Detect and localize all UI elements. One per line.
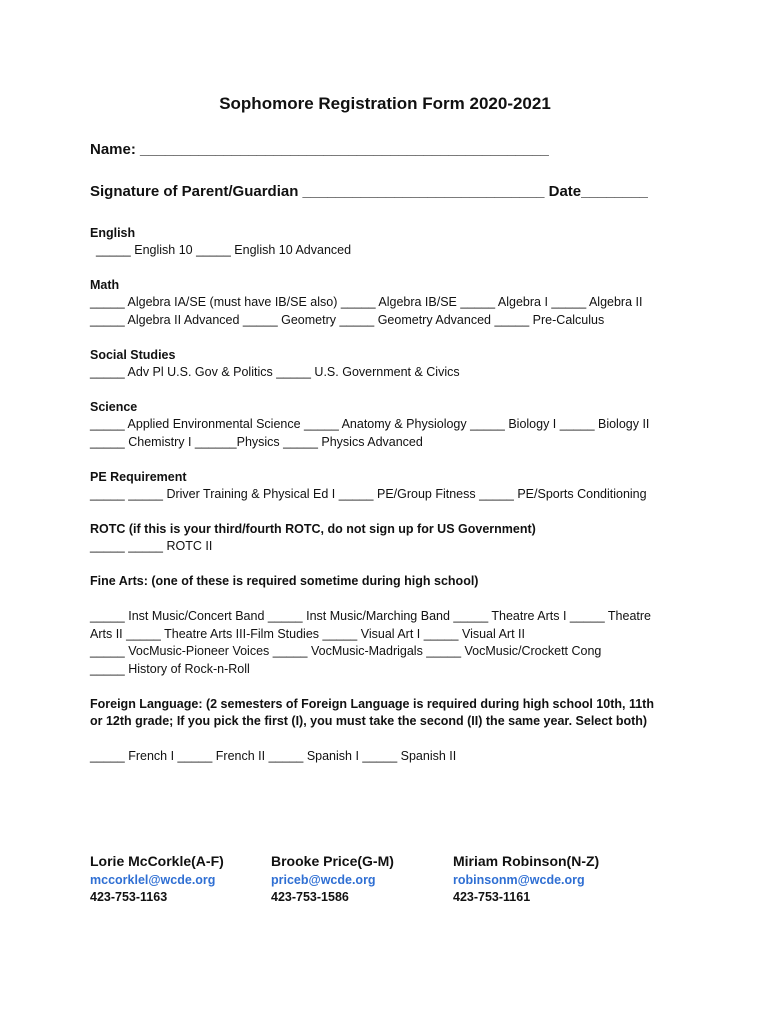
fine-arts-options-line-3[interactable]: _____ VocMusic-Pioneer Voices _____ VocMusic-Madrigals _____ VocMusic/Crockett Cong [90, 644, 602, 658]
contact-phone: 423-753-1163 [90, 890, 168, 904]
foreign-language-heading-line-1: Foreign Language: (2 semesters of Foreign Language is required during high school 10th, 11th [90, 697, 654, 711]
science-options-line-1[interactable]: _____ Applied Environmental Science _____ Anatomy & Physiology _____ Biology I _____ Biology II [90, 417, 650, 431]
contact-card [453, 853, 599, 904]
contact-name: Brooke Price(G-M) [271, 853, 394, 869]
foreign-language-heading-line-2: or 12th grade; If you pick the first (I), you must take the second (II) the same year. Select both) [90, 714, 648, 728]
social-studies-options[interactable]: _____ Adv Pl U.S. Gov & Politics _____ U.S. Government & Civics [90, 365, 460, 379]
contact-card [90, 853, 224, 904]
signature-field[interactable]: Signature of Parent/Guardian _____________________________ Date________ [90, 183, 648, 200]
page-title: Sophomore Registration Form 2020-2021 [219, 94, 551, 113]
contact-name: Miriam Robinson(N-Z) [453, 853, 600, 869]
pe-heading: PE Requirement [90, 470, 187, 484]
foreign-language-options[interactable]: _____ French I _____ French II _____ Spanish I _____ Spanish II [90, 749, 457, 763]
contact-name: Lorie McCorkle(A-F) [90, 853, 224, 869]
fine-arts-options-line-2[interactable]: Arts II _____ Theatre Arts III-Film Studies _____ Visual Art I _____ Visual Art II [90, 627, 525, 641]
social-studies-heading: Social Studies [90, 348, 176, 362]
contact-phone: 423-753-1586 [271, 890, 349, 904]
science-options-line-2[interactable]: _____ Chemistry I ______Physics _____ Physics Advanced [90, 435, 423, 449]
pe-options[interactable]: _____ _____ Driver Training & Physical Ed I _____ PE/Group Fitness _____ PE/Sports Conditioning [90, 487, 647, 501]
fine-arts-heading: Fine Arts: (one of these is required sometime during high school) [90, 574, 479, 588]
math-options-line-2[interactable]: _____ Algebra II Advanced _____ Geometry _____ Geometry Advanced _____ Pre-Calculus [90, 313, 605, 327]
fine-arts-options-line-1[interactable]: _____ Inst Music/Concert Band _____ Inst Music/Marching Band _____ Theatre Arts I _____ Theatre [90, 609, 651, 623]
rotc-options[interactable]: _____ _____ ROTC II [90, 539, 213, 553]
rotc-heading: ROTC (if this is your third/fourth ROTC, do not sign up for US Government) [90, 522, 536, 536]
fine-arts-options-line-4[interactable]: _____ History of Rock-n-Roll [90, 662, 250, 676]
science-heading: Science [90, 400, 138, 414]
math-heading: Math [90, 278, 120, 292]
english-options[interactable]: _____ English 10 _____ English 10 Advanced [96, 243, 352, 257]
contact-phone: 423-753-1161 [453, 890, 531, 904]
contact-email-link[interactable]: robinsonm@wcde.org [453, 873, 585, 887]
name-field[interactable]: Name: _________________________________________________ [90, 141, 549, 158]
english-heading: English [90, 226, 136, 240]
math-options-line-1[interactable]: _____ Algebra IA/SE (must have IB/SE also) _____ Algebra IB/SE _____ Algebra I _____ Algebra II [90, 295, 643, 309]
contact-card [271, 853, 394, 904]
contact-email-link[interactable]: mccorklel@wcde.org [90, 873, 216, 887]
contact-email-link[interactable]: priceb@wcde.org [271, 873, 376, 887]
